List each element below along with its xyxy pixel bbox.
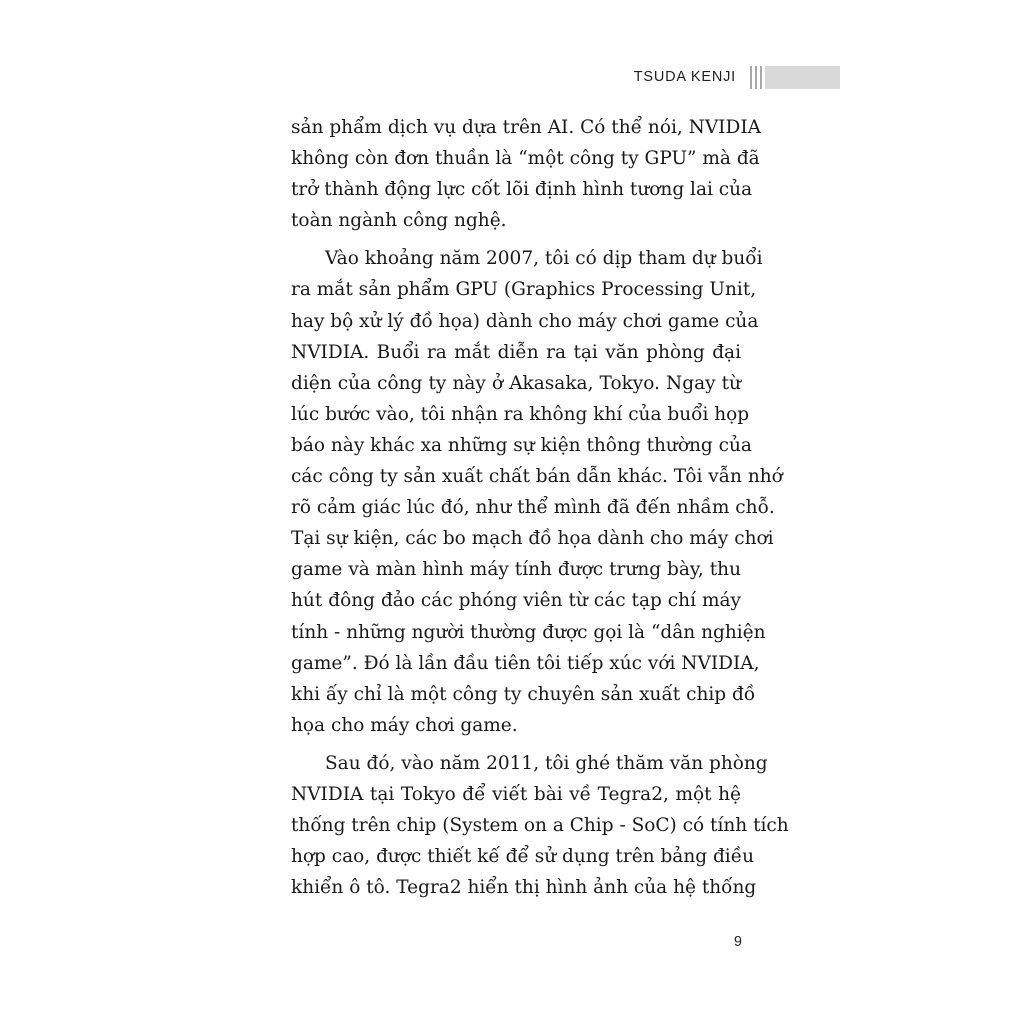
- running-header-author: TSUDA KENJI: [633, 69, 736, 85]
- page-number: 9: [733, 934, 742, 950]
- text-line: các công ty sản xuất chất bán dẫn khác. Tôi vẫn nhớ: [291, 466, 783, 488]
- body-text: [291, 112, 789, 903]
- text-line: không còn đơn thuần là “một công ty GPU” mà đã: [291, 148, 760, 170]
- text-line: game và màn hình máy tính được trưng bày, thu: [291, 559, 741, 581]
- text-line: họa cho máy chơi game.: [291, 714, 518, 736]
- paragraph: [291, 243, 783, 741]
- paragraph: [291, 112, 761, 236]
- text-line: NVIDIA. Buổi ra mắt diễn ra tại văn phòng đại: [291, 341, 741, 363]
- text-line: Tại sự kiện, các bo mạch đồ họa dành cho máy chơi: [291, 528, 774, 550]
- text-line: NVIDIA tại Tokyo để viết bài về Tegra2, một hệ: [291, 783, 741, 805]
- text-line: hay bộ xử lý đồ họa) dành cho máy chơi game của: [291, 310, 759, 332]
- header-rule: [750, 66, 752, 89]
- text-line: khi ấy chỉ là một công ty chuyên sản xuất chip đồ: [291, 683, 756, 705]
- text-line: Sau đó, vào năm 2011, tôi ghé thăm văn phòng: [325, 752, 768, 774]
- text-line: lúc bước vào, tôi nhận ra không khí của buổi họp: [291, 403, 750, 425]
- paragraph: [291, 748, 789, 903]
- text-line: game”. Đó là lần đầu tiên tôi tiếp xúc với NVIDIA,: [291, 652, 760, 674]
- text-line: Vào khoảng năm 2007, tôi có dịp tham dự buổi: [325, 248, 763, 270]
- text-line: thống trên chip (System on a Chip - SoC) có tính tích: [291, 815, 789, 837]
- text-line: hút đông đảo các phóng viên từ các tạp chí máy: [291, 590, 741, 612]
- text-line: trở thành động lực cốt lõi định hình tương lai của: [291, 179, 753, 201]
- text-line: ra mắt sản phẩm GPU (Graphics Processing Unit,: [291, 279, 757, 301]
- text-line: khiển ô tô. Tegra2 hiển thị hình ảnh của hệ thống: [291, 877, 757, 899]
- header-rule: [760, 66, 762, 89]
- text-line: sản phẩm dịch vụ dựa trên AI. Có thể nói, NVIDIA: [291, 117, 761, 138]
- header-bar: [765, 66, 840, 89]
- text-line: toàn ngành công nghệ.: [291, 210, 507, 232]
- text-line: diện của công ty này ở Akasaka, Tokyo. Ngay từ: [291, 372, 741, 394]
- text-line: rõ cảm giác lúc đó, như thể mình đã đến nhầm chỗ.: [291, 497, 775, 519]
- running-header: [600, 64, 840, 90]
- header-rule: [755, 66, 757, 89]
- text-line: tính - những người thường được gọi là “dân nghiện: [291, 621, 766, 643]
- text-line: hợp cao, được thiết kế để sử dụng trên bảng điều: [291, 846, 755, 868]
- text-line: báo này khác xa những sự kiện thông thường của: [291, 434, 752, 456]
